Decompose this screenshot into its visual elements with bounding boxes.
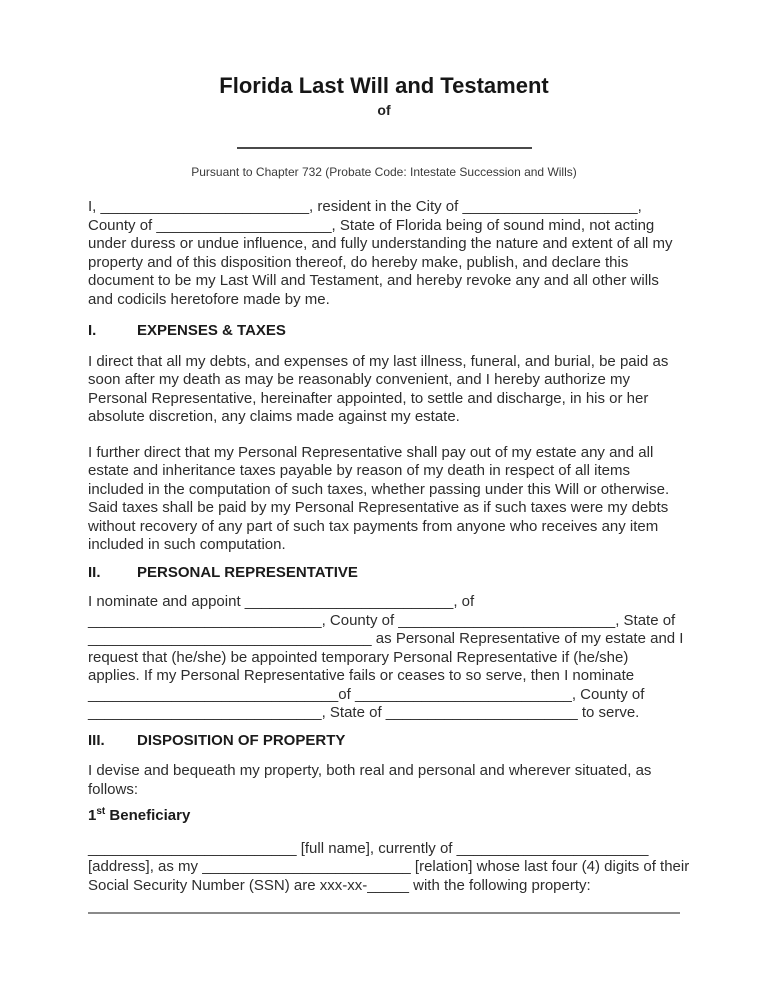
text-line: soon after my death as may be reasonably convenient, and I hereby authorize my [88, 371, 630, 388]
first-beneficiary-heading [88, 807, 680, 826]
opening-declaration-paragraph [88, 198, 680, 309]
property-description-blank-line [88, 912, 680, 914]
section-3-heading [88, 732, 680, 751]
text-line: included in the computation of such taxes, whether passing under this Will or otherwise. [88, 480, 670, 498]
text-line: absolute discretion, any claims made against my estate. [88, 408, 460, 425]
beneficiary-ordinal-suffix: st [96, 806, 106, 817]
text-line: ____________________________, County of __________________________, State of [88, 611, 676, 629]
text-line: included in such computation. [88, 536, 286, 553]
text-line: property and of this disposition thereof, do hereby make, publish, and declare this [88, 253, 629, 271]
text-line: applies. If my Personal Representative fails or ceases to so serve, then I nominate [88, 667, 635, 684]
text-line: I nominate and appoint _________________________, of [88, 593, 475, 610]
text-line: document to be my Last Will and Testament, and hereby revoke any and all other wills [88, 272, 659, 289]
text-line: [address], as my _________________________ [relation] whose last four (4) digits of their [88, 858, 690, 875]
text-line: __________________________________ as Personal Representative of my estate and I [88, 630, 684, 647]
text-line: ______________________________of __________________________, County of [88, 685, 645, 703]
disposition-paragraph [88, 762, 680, 799]
text-line: I direct that all my debts, and expenses of my last illness, funeral, and burial, be paid as [88, 352, 669, 370]
testator-name-blank-line [237, 147, 532, 149]
section-1-numeral: I. [88, 322, 97, 339]
section-3-numeral: III. [88, 731, 105, 749]
text-line: ____________________________, State of _______________________ to serve. [88, 704, 640, 721]
beneficiary-number: 1 [88, 807, 97, 824]
text-line: Social Security Number (SSN) are xxx-xx-_____ with the following property: [88, 876, 591, 894]
text-line: I devise and bequeath my property, both real and personal and wherever situated, as [88, 762, 652, 779]
text-line: Said taxes shall be paid by my Personal Representative as if such taxes were my debts [88, 499, 669, 516]
text-line: and codicils heretofore made by me. [88, 290, 330, 308]
beneficiary-details-paragraph [88, 839, 690, 896]
personal-representative-paragraph [88, 593, 684, 723]
expenses-taxes-paragraph-2 [88, 444, 680, 555]
section-2-title: PERSONAL REPRESENTATIVE [137, 563, 358, 581]
text-line: County of _____________________, State of Florida being of sound mind, not acting [88, 216, 655, 234]
section-2-heading [88, 564, 680, 583]
section-1-title: EXPENSES & TAXES [137, 322, 286, 339]
statute-reference: Pursuant to Chapter 732 (Probate Code: Intestate Succession and Wills) [191, 165, 577, 179]
expenses-taxes-paragraph-1 [88, 353, 680, 427]
section-3-title: DISPOSITION OF PROPERTY [137, 731, 346, 749]
text-line: I further direct that my Personal Representative shall pay out of my estate any and all [88, 443, 654, 461]
text-line: estate and inheritance taxes payable by reason of my death in respect of all items [88, 462, 630, 479]
text-line: under duress or undue influence, and fully understanding the nature and extent of all my [88, 235, 673, 252]
document-subtitle: of [377, 102, 391, 118]
text-line: Personal Representative, hereinafter appointed, to settle and discharge, in his or her [88, 389, 649, 407]
text-line: without recovery of any part of such tax payments from anyone who receives any item [88, 517, 659, 535]
beneficiary-label: Beneficiary [105, 807, 191, 824]
section-2-numeral: II. [88, 563, 101, 581]
section-1-heading [88, 322, 680, 341]
text-line: request that (he/she) be appointed temporary Personal Representative if (he/she) [88, 648, 629, 666]
text-line: _________________________ [full name], currently of _______________________ [88, 839, 649, 857]
text-line: I, _________________________, resident in the City of _____________________, [88, 198, 642, 215]
document-title: Florida Last Will and Testament [219, 73, 549, 98]
text-line: follows: [88, 780, 139, 798]
